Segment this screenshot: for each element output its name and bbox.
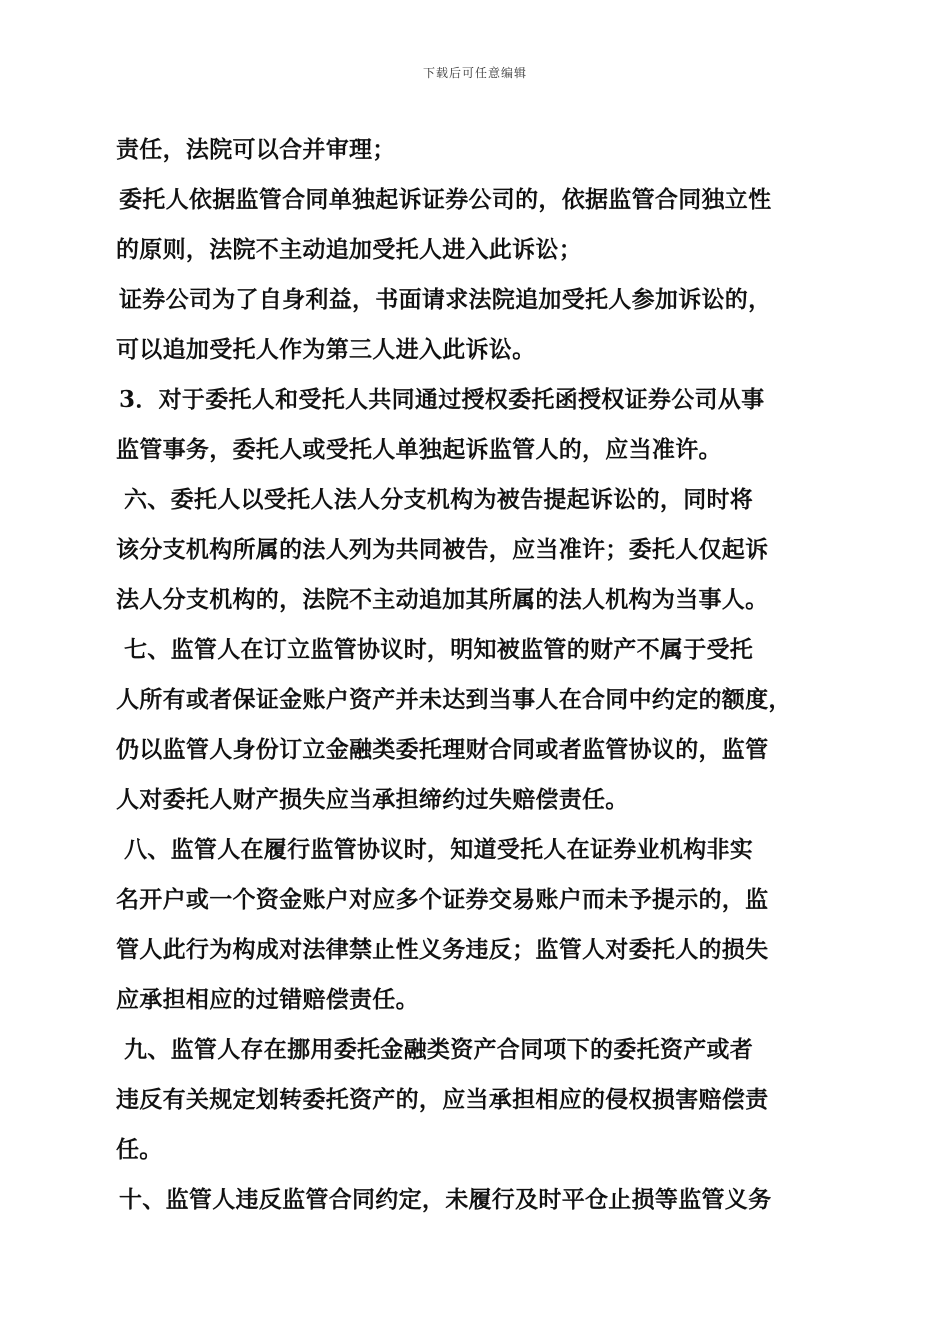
text-line: 证券公司为了自身利益，书面请求法院追加受托人参加诉讼的， xyxy=(119,286,772,313)
text-line: 委托人依据监管合同单独起诉证券公司的，依据监管合同独立性 xyxy=(119,186,772,213)
text-line: 人对委托人财产损失应当承担缔约过失赔偿责任。 xyxy=(116,786,629,813)
text-line: 违反有关规定划转委托资产的，应当承担相应的侵权损害赔偿责 xyxy=(116,1086,769,1113)
text-line: 的原则，法院不主动追加受托人进入此诉讼； xyxy=(116,236,582,263)
text-line: 管人此行为构成对法律禁止性义务违反；监管人对委托人的损失 xyxy=(116,936,769,963)
text-line: 该分支机构所属的法人列为共同被告，应当准许；委托人仅起诉 xyxy=(116,536,769,563)
text-line: 监管事务，委托人或受托人单独起诉监管人的，应当准许。 xyxy=(116,436,722,463)
text-line: 3．对于委托人和受托人共同通过授权委托函授权证券公司从事 xyxy=(119,386,765,413)
text-line: 法人分支机构的，法院不主动追加其所属的法人机构为当事人。 xyxy=(116,586,769,613)
text-line: 应承担相应的过错赔偿责任。 xyxy=(116,986,419,1013)
text-line: 七、监管人在订立监管协议时，明知被监管的财产不属于受托 xyxy=(124,636,754,663)
text-line: 名开户或一个资金账户对应多个证券交易账户而未予提示的，监 xyxy=(116,886,769,913)
document-body xyxy=(116,125,856,1225)
text-line: 人所有或者保证金账户资产并未达到当事人在合同中约定的额度， xyxy=(116,686,792,713)
text-line: 责任，法院可以合并审理； xyxy=(116,136,396,163)
text-line: 九、监管人存在挪用委托金融类资产合同项下的委托资产或者 xyxy=(124,1036,754,1063)
text-line: 可以追加受托人作为第三人进入此诉讼。 xyxy=(116,336,536,363)
text-line: 十、监管人违反监管合同约定，未履行及时平仓止损等监管义务 xyxy=(119,1186,772,1213)
text-line: 六、委托人以受托人法人分支机构为被告提起诉讼的，同时将 xyxy=(124,486,754,513)
text-line: 仍以监管人身份订立金融类委托理财合同或者监管协议的，监管 xyxy=(116,736,769,763)
page-header: 下载后可任意编辑 xyxy=(422,66,527,80)
text-line: 八、监管人在履行监管协议时，知道受托人在证券业机构非实 xyxy=(124,836,754,863)
text-line: 任。 xyxy=(116,1136,163,1163)
